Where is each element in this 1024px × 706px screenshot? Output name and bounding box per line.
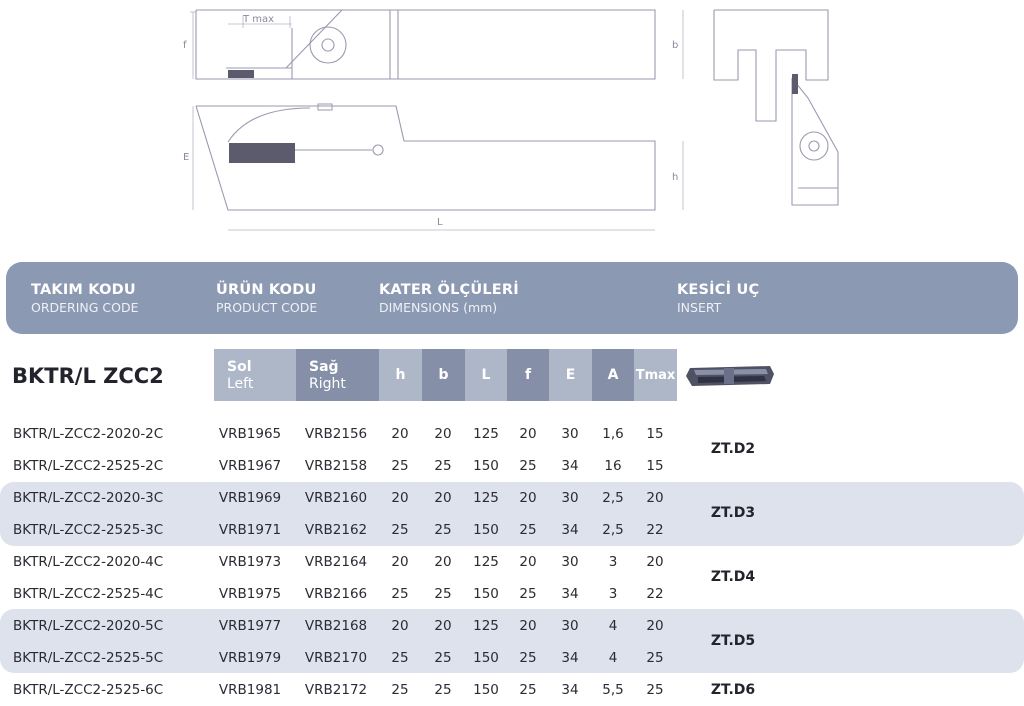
cell-left: VRB1973 [218, 554, 282, 570]
cell-left: VRB1975 [218, 586, 282, 602]
cell-code: BKTR/L-ZCC2-2020-5C [13, 618, 164, 634]
cell-L: 150 [473, 682, 499, 698]
top-view [183, 10, 683, 79]
cell-right: VRB2160 [304, 490, 368, 506]
col-left-tr: Sol [227, 358, 252, 375]
cell-E: 34 [561, 458, 579, 474]
cell-left: VRB1981 [218, 682, 282, 698]
cell-b: 20 [434, 554, 452, 570]
cell-L: 125 [473, 490, 499, 506]
cell-h: 25 [391, 458, 409, 474]
insert-image [684, 362, 776, 390]
cell-f: 25 [519, 458, 537, 474]
cell-A: 16 [604, 458, 622, 474]
cell-f: 25 [519, 650, 537, 666]
cell-code: BKTR/L-ZCC2-2020-4C [13, 554, 164, 570]
cell-b: 25 [434, 458, 452, 474]
cell-left: VRB1967 [218, 458, 282, 474]
cell-h: 25 [391, 586, 409, 602]
cell-b: 25 [434, 682, 452, 698]
ordering-code-tr: TAKIM KODU [31, 282, 136, 298]
col-right-en: Right [309, 375, 346, 392]
cell-tmax: 22 [646, 586, 664, 602]
cell-b: 20 [434, 426, 452, 442]
cell-E: 34 [561, 522, 579, 538]
tmax-label: T max [243, 14, 275, 25]
f-label: f [183, 40, 187, 51]
insert-tr: KESİCİ UÇ [677, 282, 760, 298]
cell-tmax: 15 [646, 426, 664, 442]
ordering-code-header [31, 282, 139, 315]
cell-f: 25 [519, 522, 537, 538]
cell-left: VRB1977 [218, 618, 282, 634]
h-label: h [672, 172, 679, 183]
insert-code: ZT.D6 [710, 682, 756, 698]
insert-en: INSERT [677, 300, 722, 315]
cell-f: 20 [519, 618, 537, 634]
cell-f: 20 [519, 554, 537, 570]
cell-right: VRB2166 [304, 586, 368, 602]
cell-A: 3 [608, 586, 618, 602]
cell-right: VRB2172 [304, 682, 368, 698]
cell-left: VRB1965 [218, 426, 282, 442]
cell-tmax: 25 [646, 650, 664, 666]
cell-tmax: 25 [646, 682, 664, 698]
insert-code: ZT.D5 [710, 633, 756, 649]
cell-f: 20 [519, 490, 537, 506]
cell-E: 34 [561, 650, 579, 666]
cell-f: 25 [519, 586, 537, 602]
cell-code: BKTR/L-ZCC2-2525-4C [13, 586, 164, 602]
col-A: A [592, 349, 634, 401]
cell-A: 2,5 [602, 522, 624, 538]
dimensions-tr: KATER ÖLÇÜLERİ [379, 282, 519, 298]
cell-tmax: 22 [646, 522, 664, 538]
cell-h: 25 [391, 650, 409, 666]
col-right-tr: Sağ [309, 358, 339, 375]
insert-code: ZT.D2 [710, 441, 756, 457]
cell-E: 30 [561, 490, 579, 506]
cell-h: 20 [391, 426, 409, 442]
cell-right: VRB2162 [304, 522, 368, 538]
cell-L: 150 [473, 458, 499, 474]
cell-code: BKTR/L-ZCC2-2020-2C [13, 426, 164, 442]
cell-b: 20 [434, 490, 452, 506]
product-code-header [216, 282, 317, 315]
cell-h: 20 [391, 618, 409, 634]
col-h: h [379, 349, 422, 401]
cell-L: 125 [473, 554, 499, 570]
cell-tmax: 20 [646, 554, 664, 570]
L-label: L [437, 217, 443, 228]
cell-A: 2,5 [602, 490, 624, 506]
side-view [183, 104, 683, 230]
cell-E: 30 [561, 618, 579, 634]
col-f: f [507, 349, 549, 401]
tool-technical-drawing [0, 0, 1024, 250]
cell-A: 4 [608, 650, 618, 666]
cell-L: 150 [473, 586, 499, 602]
cell-A: 1,6 [602, 426, 624, 442]
cell-h: 20 [391, 554, 409, 570]
cell-code: BKTR/L-ZCC2-2525-2C [13, 458, 164, 474]
cell-code: BKTR/L-ZCC2-2525-6C [13, 682, 164, 698]
cell-E: 30 [561, 554, 579, 570]
cell-f: 25 [519, 682, 537, 698]
ordering-code-en: ORDERING CODE [31, 300, 139, 315]
cell-h: 25 [391, 522, 409, 538]
cell-right: VRB2164 [304, 554, 368, 570]
cell-h: 25 [391, 682, 409, 698]
cell-A: 3 [608, 554, 618, 570]
product-code-tr: ÜRÜN KODU [216, 282, 317, 298]
cell-A: 5,5 [602, 682, 624, 698]
col-b: b [422, 349, 465, 401]
cell-E: 30 [561, 426, 579, 442]
cell-E: 34 [561, 586, 579, 602]
product-code-en: PRODUCT CODE [216, 300, 318, 315]
cell-b: 25 [434, 586, 452, 602]
dimensions-en: DIMENSIONS (mm) [379, 300, 498, 315]
insert-code: ZT.D4 [710, 569, 756, 585]
cell-h: 20 [391, 490, 409, 506]
cell-tmax: 20 [646, 618, 664, 634]
cell-tmax: 20 [646, 490, 664, 506]
col-tmax: Tmax [634, 349, 677, 401]
cell-b: 25 [434, 522, 452, 538]
cell-right: VRB2158 [304, 458, 368, 474]
cell-b: 20 [434, 618, 452, 634]
insert-header [677, 282, 759, 315]
b-label: b [672, 40, 679, 51]
cell-tmax: 15 [646, 458, 664, 474]
end-view [714, 10, 838, 205]
cell-code: BKTR/L-ZCC2-2525-5C [13, 650, 164, 666]
cell-L: 125 [473, 426, 499, 442]
cell-code: BKTR/L-ZCC2-2525-3C [13, 522, 164, 538]
cell-A: 4 [608, 618, 618, 634]
cell-right: VRB2168 [304, 618, 368, 634]
insert-code: ZT.D3 [710, 505, 756, 521]
cell-E: 34 [561, 682, 579, 698]
cell-L: 150 [473, 650, 499, 666]
cell-right: VRB2170 [304, 650, 368, 666]
col-left-en: Left [227, 375, 254, 392]
col-E: E [549, 349, 592, 401]
family-title: BKTR/L ZCC2 [12, 364, 164, 388]
col-L: L [465, 349, 507, 401]
col-right [296, 349, 379, 401]
cell-b: 25 [434, 650, 452, 666]
cell-left: VRB1979 [218, 650, 282, 666]
cell-L: 150 [473, 522, 499, 538]
dimensions-header [379, 282, 519, 315]
cell-right: VRB2156 [304, 426, 368, 442]
cell-code: BKTR/L-ZCC2-2020-3C [13, 490, 164, 506]
cell-f: 20 [519, 426, 537, 442]
E-label: E [183, 152, 190, 163]
cell-left: VRB1971 [218, 522, 282, 538]
cell-left: VRB1969 [218, 490, 282, 506]
cell-L: 125 [473, 618, 499, 634]
col-left [214, 349, 296, 401]
